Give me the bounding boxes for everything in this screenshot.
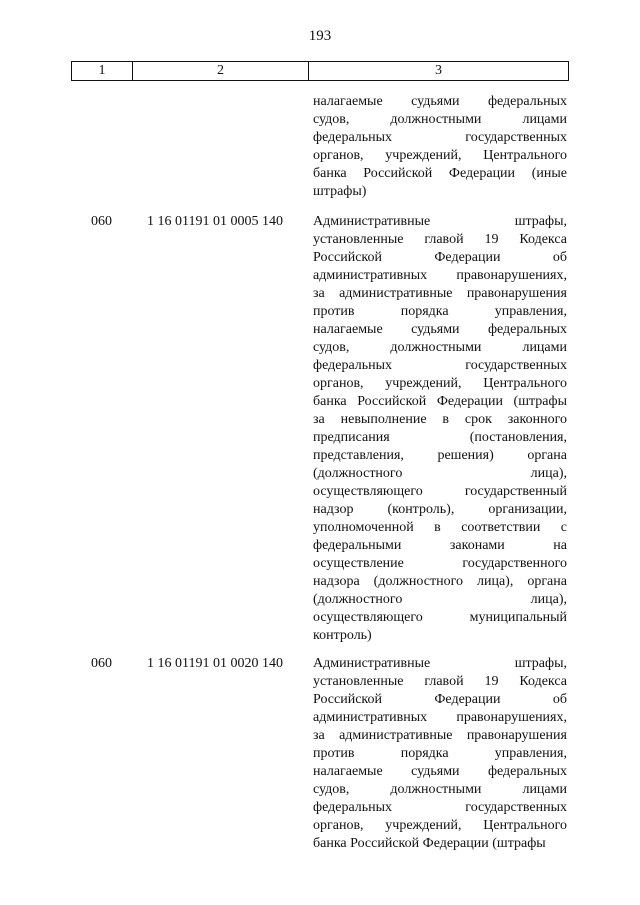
description-line: (должностного лица), — [313, 592, 567, 607]
description-line: против порядка управления, — [313, 746, 567, 761]
description-line: судов, должностными лицами — [313, 112, 567, 127]
description-line: установленные главой 19 Кодекса — [313, 674, 567, 689]
header-col-1: 1 — [72, 62, 133, 80]
description-line: административных правонарушениях, — [313, 268, 567, 283]
page-number: 193 — [308, 28, 332, 44]
description-line: органов, учреждений, Центрального — [313, 148, 567, 163]
description-line: за административные правонарушения — [313, 286, 567, 301]
description-line: осуществление государственного — [313, 556, 567, 571]
description-line: административных правонарушениях, — [313, 710, 567, 725]
description-line: за невыполнение в срок законного — [313, 412, 567, 427]
description-line: федеральных государственных — [313, 800, 567, 815]
description-line: органов, учреждений, Центрального — [313, 376, 567, 391]
description-line: налагаемые судьями федеральных — [313, 322, 567, 337]
description-line: надзора (должностного лица), органа — [313, 574, 567, 589]
description-line: федеральными законами на — [313, 538, 567, 553]
description-line: судов, должностными лицами — [313, 340, 567, 355]
description-line: Административные штрафы, — [313, 214, 567, 229]
description-line: осуществляющего государственный — [313, 484, 567, 499]
description-line: органов, учреждений, Центрального — [313, 818, 567, 833]
header-col-2: 2 — [133, 62, 309, 80]
description-line: надзор (контроль), организации, — [313, 502, 567, 517]
description-line: уполномоченной в соответствии с — [313, 520, 567, 535]
row-code: 060 — [91, 214, 112, 229]
description-line: налагаемые судьями федеральных — [313, 94, 567, 109]
description-line: осуществляющего муниципальный — [313, 610, 567, 625]
description-line: против порядка управления, — [313, 304, 567, 319]
row-kbk: 1 16 01191 01 0005 140 — [147, 214, 283, 229]
row-description — [313, 655, 567, 853]
description-line: Российской Федерации об — [313, 692, 567, 707]
description-line: банка Российской Федерации (штрафы — [313, 394, 567, 409]
header-col-3: 3 — [435, 63, 442, 78]
description-line: предписания (постановления, — [313, 430, 567, 445]
row-description — [313, 93, 567, 201]
description-line: установленные главой 19 Кодекса — [313, 232, 567, 247]
description-line: за административные правонарушения — [313, 728, 567, 743]
row-code: 060 — [91, 656, 112, 671]
description-line: представления, решения) органа — [313, 448, 567, 463]
description-line: банка Российской Федерации (штрафы — [313, 836, 546, 851]
description-line: Российской Федерации об — [313, 250, 567, 265]
description-line: федеральных государственных — [313, 130, 567, 145]
description-line: банка Российской Федерации (иные — [313, 166, 567, 181]
row-description — [313, 213, 567, 645]
description-line: судов, должностными лицами — [313, 782, 567, 797]
description-line: федеральных государственных — [313, 358, 567, 373]
table-header — [71, 61, 569, 81]
description-line: Административные штрафы, — [313, 656, 567, 671]
row-kbk: 1 16 01191 01 0020 140 — [147, 656, 283, 671]
description-line: штрафы) — [313, 184, 367, 199]
description-line: налагаемые судьями федеральных — [313, 764, 567, 779]
description-line: (должностного лица), — [313, 466, 567, 481]
description-line: контроль) — [313, 628, 372, 643]
